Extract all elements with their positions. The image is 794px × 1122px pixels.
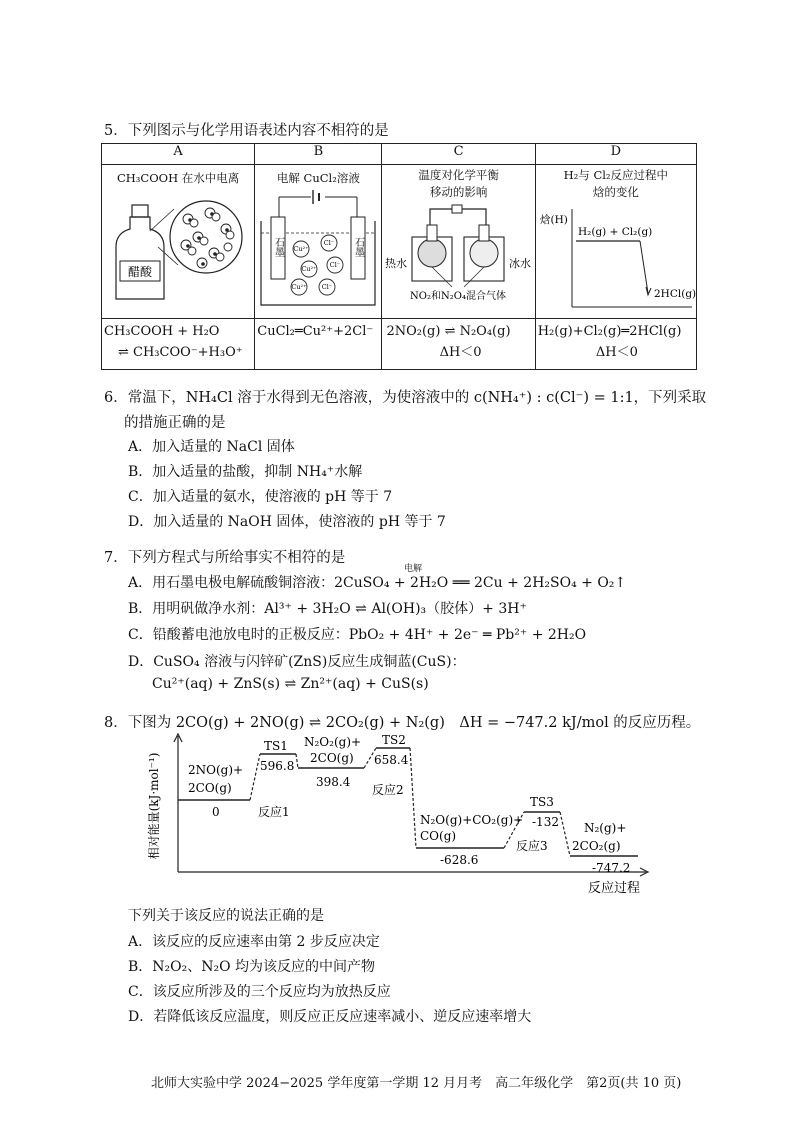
enthalpy-figure [536, 201, 696, 315]
caption-c-line1: 温度对化学平衡 [418, 168, 499, 182]
ts3-value: -132 [532, 815, 559, 829]
eq-a-line1: CH₃COOH + H₂O [104, 324, 220, 339]
ion-1: Cu²⁺ [293, 245, 309, 253]
level-4-value: -747.2 [592, 861, 631, 875]
header-a: A [102, 144, 255, 165]
y-axis-label: 相对能量(kJ·mol⁻¹) [147, 752, 161, 860]
q7-option-c: C．铅酸蓄电池放电时的正极反应：PbO₂ + 4H⁺ + 2e⁻ ═ Pb²⁺ + 2H₂O [128, 627, 587, 643]
x-axis-label: 反应过程 [587, 881, 641, 896]
q7-option-a: A．用石墨电极电解硫酸铜溶液：2CuSO₄ + 2H₂O ══ 2Cu + 2H₂SO₄ + O₂↑ [128, 575, 627, 591]
level-2-value: 398.4 [316, 775, 351, 789]
page-footer: 北师大实验中学 2024−2025 学年度第一学期 12 月月考 高二年级化学 第2页(共 10 页) [151, 1076, 682, 1091]
equilibrium-figure [382, 201, 534, 315]
header-d: D [535, 144, 696, 165]
acetic-acid-figure [102, 187, 254, 313]
q6-option-a: A．加入适量的 NaCl 固体 [128, 439, 295, 455]
eq-a-line2: ⇌ CH₃COO⁻+H₃O⁺ [118, 345, 243, 360]
level-2-species-line1: N₂O₂(g)+ [304, 735, 362, 749]
q5-table [101, 143, 697, 370]
hot-water-label: 热水 [385, 257, 408, 270]
cell-b-figure [255, 165, 382, 319]
q6-option-b: B．加入适量的盐酸，抑制 NH₄⁺水解 [128, 464, 363, 480]
cell-a-figure [102, 165, 255, 319]
level-3-species-line1: N₂O(g)+CO₂(g)+ [420, 813, 524, 827]
electrolysis-figure [255, 187, 381, 313]
ts1-name: TS1 [264, 739, 288, 753]
q6-option-d: D．加入适量的 NaOH 固体，使溶液的 pH 等于 7 [128, 514, 446, 530]
eq-b-line1: CuCl₂═Cu²⁺+2Cl⁻ [257, 324, 374, 339]
level-4-species-line1: N₂(g)+ [584, 821, 627, 835]
caption-b: 电解 CuCl₂溶液 [276, 171, 360, 185]
product-label: 2HCl(g) [653, 288, 696, 300]
q5-title: 5．下列图示与化学用语表述内容不相符的是 [104, 123, 389, 139]
cell-d-figure [535, 165, 696, 319]
ion-3: Cu²⁺ [301, 265, 317, 273]
ion-4: Cl⁻ [330, 261, 341, 269]
ion-5: Cu²⁺ [291, 283, 307, 291]
gas-mixture-label: NO₂和N₂O₄混合气体 [410, 291, 507, 302]
q6-title-line2: 的措施正确的是 [124, 415, 226, 431]
header-c: C [382, 144, 535, 165]
ion-2: Cl⁻ [324, 239, 335, 247]
eq-c-line2: ΔH＜0 [439, 345, 482, 360]
q8-option-b: B．N₂O₂、N₂O 均为该反应的中间产物 [128, 959, 376, 975]
q8-option-c: C．该反应所涉及的三个反应均为放热反应 [128, 984, 391, 1000]
caption-d-line2: 焓的变化 [592, 185, 639, 199]
q7-title: 7．下列方程式与所给事实不相符的是 [104, 550, 346, 566]
level-3-value: -628.6 [440, 853, 479, 867]
left-electrode-label: 石墨 [272, 237, 284, 257]
ice-water-label: 冰水 [509, 257, 532, 270]
caption-d-line1: H₂与 Cl₂反应过程中 [563, 168, 669, 182]
step-2-label: 反应2 [372, 783, 404, 797]
q7-option-d-equation: Cu²⁺(aq) + ZnS(s) ⇌ Zn²⁺(aq) + CuS(s) [152, 676, 429, 692]
eq-d-line1: H₂(g)+Cl₂(g)═2HCl(g) [537, 324, 682, 339]
ts3-name: TS3 [530, 795, 554, 809]
electrolysis-condition: 电解 [404, 564, 423, 574]
ts2-name: TS2 [382, 733, 406, 747]
right-electrode-label: 石墨 [352, 237, 364, 257]
step-3-label: 反应3 [516, 839, 548, 853]
level-1-species-line2: 2CO(g) [188, 781, 232, 795]
caption-a: CH₃COOH 在水中电离 [116, 171, 240, 185]
enthalpy-axis-label: 焓(H) [539, 214, 568, 226]
q8-prompt: 下列关于该反应的说法正确的是 [128, 908, 324, 924]
level-2-species-line2: 2CO(g) [310, 751, 354, 765]
q7-option-b: B．用明矾做净水剂：Al³⁺ + 3H₂O ⇌ Al(OH)₃（胶体）+ 3H⁺ [128, 601, 527, 617]
ts2-value: 658.4 [374, 753, 409, 767]
cell-c-figure [382, 165, 535, 319]
bottle-label: 醋酸 [127, 265, 153, 279]
step-1-label: 反应1 [258, 805, 290, 819]
level-1-species-line1: 2NO(g)+ [188, 763, 244, 777]
q6-option-c: C．加入适量的氨水，使溶液的 pH 等于 7 [128, 489, 393, 505]
q8-option-d: D．若降低该反应温度，则反应正反应速率减小、逆反应速率增大 [128, 1009, 532, 1025]
level-4-species-line2: 2CO₂(g) [572, 839, 621, 853]
level-1-value: 0 [212, 805, 220, 819]
level-3-species-line2: CO(g) [420, 829, 457, 843]
q8-title: 8．下图为 2CO(g) + 2NO(g) ⇌ 2CO₂(g) + N₂(g) ΔH = −747.2 kJ/mol 的反应历程。 [104, 715, 701, 731]
eq-d-line2: ΔH＜0 [595, 345, 638, 360]
ts1-value: 596.8 [260, 759, 295, 773]
header-b: B [255, 144, 382, 165]
caption-c-line2: 移动的影响 [429, 185, 488, 199]
q7-option-d: D．CuSO₄ 溶液与闪锌矿(ZnS)反应生成铜蓝(CuS)： [128, 654, 466, 670]
eq-c-line1: 2NO₂(g) ⇌ N₂O₄(g) [386, 324, 511, 339]
q6-title-line1: 6．常温下，NH₄Cl 溶于水得到无色溶液，为使溶液中的 c(NH₄⁺) : c(Cl⁻) = 1:1，下列采取 [104, 390, 707, 406]
ion-6: Cl⁻ [322, 283, 333, 291]
reactants-label: H₂(g) + Cl₂(g) [577, 226, 652, 238]
q8-option-a: A．该反应的反应速率由第 2 步反应决定 [128, 934, 380, 950]
reaction-energy-diagram [140, 730, 660, 900]
